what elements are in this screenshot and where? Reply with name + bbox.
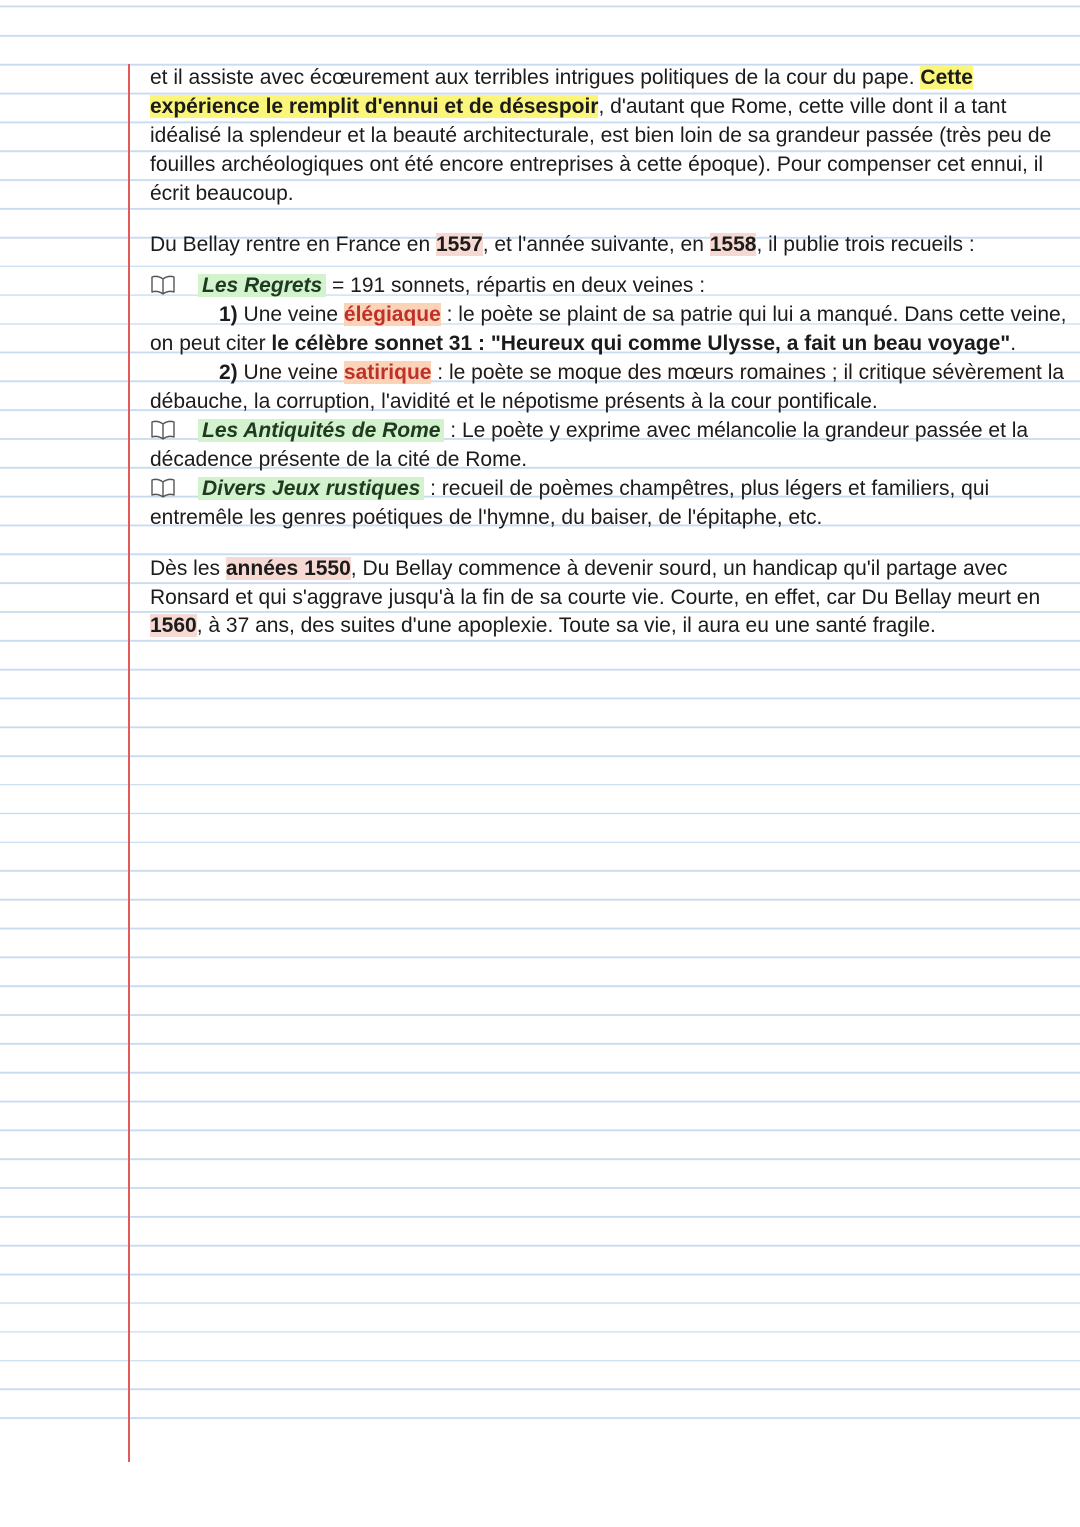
book-icon: [150, 478, 176, 498]
title-antiquites: Les Antiquités de Rome: [198, 419, 444, 442]
item-regrets: [150, 272, 1068, 301]
paragraph-deafness: [150, 555, 1068, 642]
text: et il assiste avec écœurement aux terribles intrigues politiques de la cour du pape.: [150, 66, 921, 89]
notes-content: [150, 64, 1068, 641]
highlight-ennui: Cette expérience le remplit d'ennui et de désespoir: [150, 66, 973, 118]
text: , il publie trois recueils :: [756, 232, 975, 256]
book-icon: [150, 420, 176, 440]
vein-satiric: [150, 359, 1068, 417]
item-jeux: [150, 475, 1068, 533]
text: = 191 sonnets, répartis en deux veines :: [326, 274, 706, 298]
title-regrets: Les Regrets: [198, 274, 326, 297]
vein-elegiac: [150, 301, 1068, 359]
highlight-elegiaque: élégiaque: [343, 303, 441, 327]
text: .: [1010, 332, 1017, 356]
paragraph-rome: [150, 64, 1068, 209]
date-1550: années 1550: [225, 556, 351, 580]
sonnet-31-quote: le célèbre sonnet 31 : "Heureux qui comme Ulysse, a fait un beau voyage": [271, 332, 1011, 356]
text: Dès les: [150, 556, 226, 580]
date-1558: 1558: [709, 232, 757, 256]
title-jeux: Divers Jeux rustiques: [198, 477, 424, 500]
text: : Le poète y exprime avec mélancolie la grandeur passée et la décadence présente de la cité de Rome.: [150, 418, 1029, 471]
date-1557: 1557: [435, 232, 483, 256]
paragraph-return: [150, 231, 1068, 260]
text: : le poète se plaint de sa patrie qui lui a manqué. Dans cette veine, on peut citer: [150, 303, 1067, 356]
text: Une veine: [237, 303, 344, 327]
date-1560: 1560: [150, 614, 197, 638]
book-icon: [150, 275, 176, 295]
text: : le poète se moque des mœurs romaines ; il critique sévèrement la débauche, la corruption, l'avidité et le népotisme présents à la cour pontificale.: [150, 361, 1065, 414]
text: , d'autant que Rome, cette ville dont il a tant idéalisé la splendeur et la beauté architecturale, est bien loin de sa grandeur passée (très peu de fouilles archéologiques ont été encore entreprises à cette époque). Pour compenser cet ennui, il écrit beaucoup.: [150, 94, 1052, 205]
text: , Du Bellay commence à devenir sourd, un handicap qu'il partage avec Ronsard et qui s'aggrave jusqu'à la fin de sa courte vie. Courte, en effet, car Du Bellay meurt en: [150, 556, 1041, 609]
paper-bottom-margin: [0, 1440, 1080, 1527]
margin-line: [128, 64, 130, 1462]
text: , à 37 ans, des suites d'une apoplexie. Toute sa vie, il aura eu une santé fragile.: [196, 614, 936, 638]
vein-number: 2): [219, 361, 238, 385]
item-antiquites: [150, 417, 1068, 475]
vein-number: 1): [219, 303, 238, 327]
text: : recueil de poèmes champêtres, plus légers et familiers, qui entremêle les genres poétiques de l'hymne, du baiser, de l'épitaphe, etc.: [150, 476, 990, 529]
text: , et l'année suivante, en: [482, 232, 710, 256]
text: Une veine: [237, 361, 344, 385]
text: Du Bellay rentre en France en: [150, 232, 436, 256]
highlight-satirique: satirique: [343, 361, 432, 385]
